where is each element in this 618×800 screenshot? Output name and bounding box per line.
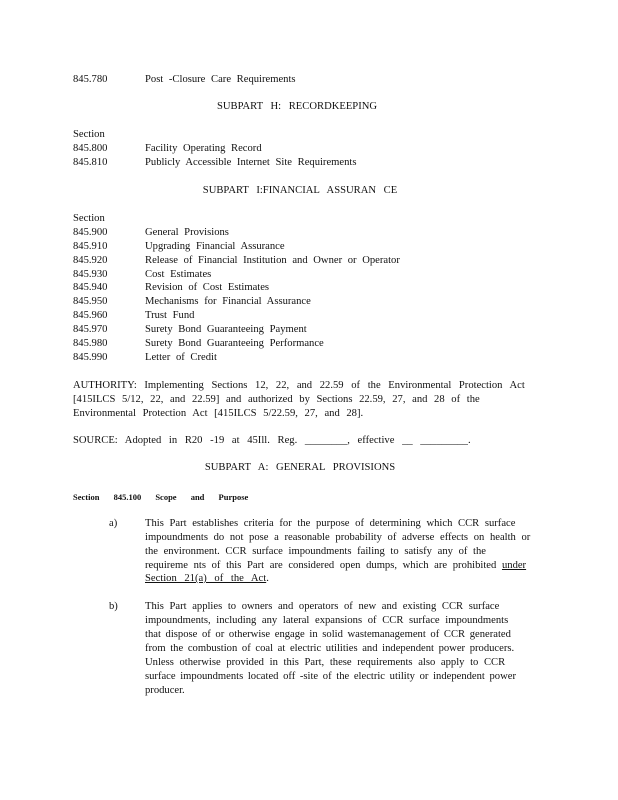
item-b-line: surface impoundments located off -site of the electric utility or independent power <box>145 671 516 682</box>
section-number: 845.970 <box>73 324 108 335</box>
item-b-line: producer. <box>145 685 185 696</box>
section-number: 845.960 <box>73 310 108 321</box>
section-title: Surety Bond Guaranteeing Payment <box>145 324 307 335</box>
section-label: Section <box>73 129 105 140</box>
section-number: 845.990 <box>73 352 108 363</box>
item-a-line <box>145 572 269 586</box>
item-b-line: This Part applies to owners and operators of new and existing CCR surface <box>145 601 500 612</box>
item-b-line: from the combustion of coal at electric utilities and independent power producers. <box>145 643 515 654</box>
item-a-line: impoundments do not pose a reasonable probability of adverse effects on health or <box>145 532 531 543</box>
source-suffix: . <box>467 435 471 446</box>
section-number: 845.810 <box>73 157 108 168</box>
section-title: Release of Financial Institution and Owner or Operator <box>145 255 400 266</box>
section-number: 845.980 <box>73 338 108 349</box>
section-title: Revision of Cost Estimates <box>145 282 270 293</box>
authority-line: Environmental Protection Act [415ILCS 5/22.59, 27, and 28]. <box>73 408 364 419</box>
section-number: 845.910 <box>73 241 108 252</box>
final-punct: . <box>266 573 269 584</box>
section-number: 845.930 <box>73 269 108 280</box>
underlined-text: under <box>501 560 527 571</box>
register-blank: ________ <box>304 435 348 446</box>
section-title: Facility Operating Record <box>145 143 262 154</box>
section-title: Letter of Credit <box>145 352 217 363</box>
section-number: 845.920 <box>73 255 108 266</box>
section-title: Mechanisms for Financial Assurance <box>145 296 311 307</box>
section-number: 845.940 <box>73 282 108 293</box>
section-title: Cost Estimates <box>145 269 212 280</box>
section-number: 845.950 <box>73 296 108 307</box>
section-title: Trust Fund <box>145 310 195 321</box>
item-a-line: This Part establishes criteria for the purpose of determining which CCR surface <box>145 518 516 529</box>
section-number: 845.800 <box>73 143 108 154</box>
item-b-line: that dispose of or otherwise engage in solid wastemanagement of CCR generated <box>145 629 511 640</box>
item-a-line: the environment. CCR surface impoundments failing to satisfy any of the <box>145 546 486 557</box>
section-number: 845.900 <box>73 227 108 238</box>
authority-line: [415ILCS 5/12, 22, and 22.59] and authorized by Sections 22.59, 27, and 28 of the <box>73 394 480 405</box>
section-845-100-heading: Section 845.100 Scope and Purpose <box>73 492 249 502</box>
section-label: Section <box>73 213 105 224</box>
effective-date-blank: __ _________ <box>402 435 468 446</box>
subpart-i-heading: SUBPART I:FINANCIAL ASSURAN CE <box>202 185 398 196</box>
source-line <box>73 434 471 448</box>
authority-line: AUTHORITY: Implementing Sections 12, 22, and 22.59 of the Environmental Protection Act <box>73 380 525 391</box>
item-a-line <box>145 559 526 573</box>
section-title: General Provisions <box>145 227 229 238</box>
subpart-a-heading: SUBPART A: GENERAL PROVISIONS <box>204 462 396 473</box>
underlined-citation: Section 21(a) of the Act <box>145 573 267 584</box>
section-number: 845.780 <box>73 74 108 85</box>
section-title: Publicly Accessible Internet Site Requirements <box>145 157 357 168</box>
subpart-h-heading: SUBPART H: RECORDKEEPING <box>216 101 378 112</box>
item-label: b) <box>109 601 118 612</box>
section-title: Upgrading Financial Assurance <box>145 241 285 252</box>
item-b-line: impoundments, including any lateral expansions of CCR surface impoundments <box>145 615 509 626</box>
section-title: Surety Bond Guaranteeing Performance <box>145 338 324 349</box>
section-title: Post -Closure Care Requirements <box>145 74 296 85</box>
item-a-line-text: requireme nts of this Part are considered open dumps, which are prohibited <box>145 560 497 571</box>
source-prefix: SOURCE: Adopted in R20 -19 at 45Ill. Reg. <box>73 435 298 446</box>
item-label: a) <box>109 518 118 529</box>
source-middle: , effective <box>347 435 395 446</box>
item-b-line: Unless otherwise provided in this Part, these requirements also apply to CCR <box>145 657 506 668</box>
